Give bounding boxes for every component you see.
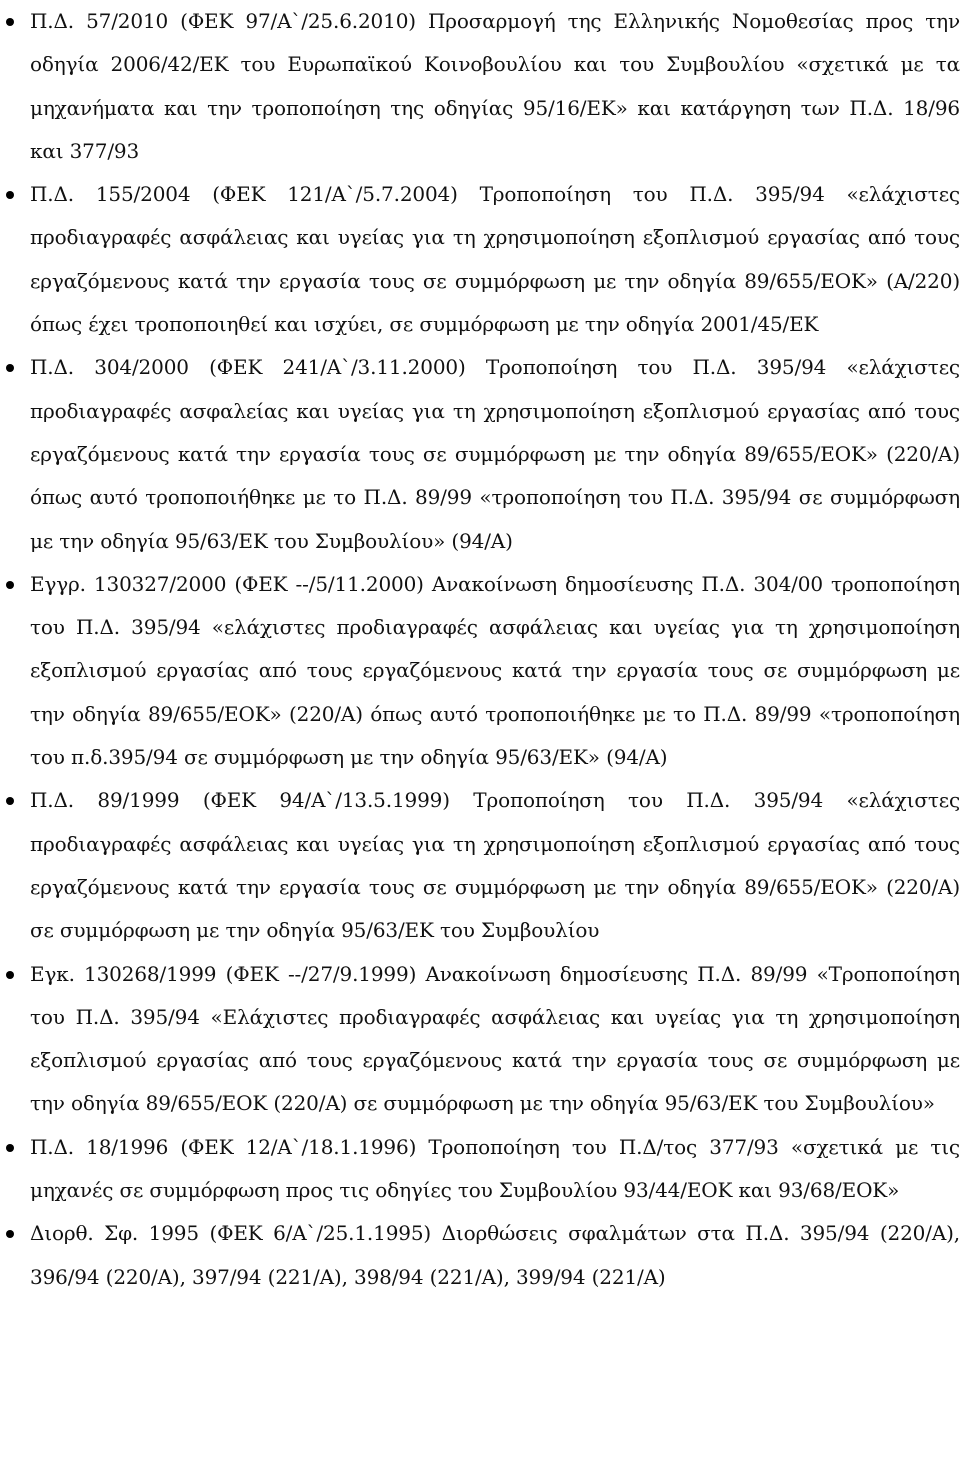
list-item — [0, 0, 960, 173]
list-item-text: Π.Δ. 304/2000 (ΦΕΚ 241/Α`/3.11.2000) Τροποποίηση του Π.Δ. 395/94 «ελάχιστες προδιαγραφές ασφαλείας και υγείας για τη χρησιμοποίηση εξοπλισμού εργασίας από τους εργαζόμενους κατά την εργασία τους σε συμμόρφωση με την οδηγία 89/655/ΕΟΚ» (220/Α) όπως αυτό τροποποιήθηκε με το Π.Δ. 89/99 «τροποποίηση του Π.Δ. 395/94 σε συμμόρφωση με την οδηγία 95/63/ΕΚ του Συμβουλίου» (94/Α) — [30, 355, 960, 553]
list-item — [0, 346, 960, 562]
list-item — [0, 779, 960, 952]
bullet-icon — [6, 971, 14, 979]
list-item — [0, 173, 960, 346]
list-item-text: Εγγρ. 130327/2000 (ΦΕΚ --/5/11.2000) Ανακοίνωση δημοσίευσης Π.Δ. 304/00 τροποποίηση του Π.Δ. 395/94 «ελάχιστες προδιαγραφές ασφάλειας και υγείας για τη χρησιμοποίηση εξοπλισμού εργασίας από τους εργαζόμενους κατά την εργασία τους σε συμμόρφωση με την οδηγία 89/655/ΕΟΚ» (220/Α) όπως αυτό τροποποιήθηκε με το Π.Δ. 89/99 «τροποποίηση του π.δ.395/94 σε συμμόρφωση με την οδηγία 95/63/ΕΚ» (94/Α) — [30, 571, 960, 770]
bullet-icon — [6, 797, 14, 805]
list-item-text: Π.Δ. 57/2010 (ΦΕΚ 97/Α`/25.6.2010) Προσαρμογή της Ελληνικής Νομοθεσίας προς την οδηγία 2006/42/ΕΚ του Ευρωπαϊκού Κοινοβουλίου και του Συμβουλίου «σχετικά με τα μηχανήματα και την τροποποίηση της οδηγίας 95/16/ΕΚ» και κατάργηση των Π.Δ. 18/96 και 377/93 — [30, 9, 960, 163]
list-item-text: Διορθ. Σφ. 1995 (ΦΕΚ 6/Α`/25.1.1995) Διορθώσεις σφαλμάτων στα Π.Δ. 395/94 (220/Α), 396/94 (220/Α), 397/94 (221/Α), 398/94 (221/Α), 399/94 (221/Α) — [30, 1221, 960, 1289]
bullet-icon — [6, 1144, 14, 1152]
list-item-text: Π.Δ. 89/1999 (ΦΕΚ 94/Α`/13.5.1999) Τροποποίηση του Π.Δ. 395/94 «ελάχιστες προδιαγραφές ασφάλειας και υγείας για τη χρησιμοποίηση εξοπλισμού εργασίας από τους εργαζόμενους κατά την εργασία τους σε συμμόρφωση με την οδηγία 89/655/ΕΟΚ» (220/Α) σε συμμόρφωση με την οδηγία 95/63/ΕΚ του Συμβουλίου — [30, 788, 960, 943]
list-item — [0, 953, 960, 1126]
bullet-icon — [6, 364, 14, 372]
list-item-text: Π.Δ. 155/2004 (ΦΕΚ 121/Α`/5.7.2004) Τροποποίηση του Π.Δ. 395/94 «ελάχιστες προδιαγραφές ασφάλειας και υγείας για τη χρησιμοποίηση εξοπλισμού εργασίας από τους εργαζόμενους κατά την εργασία τους σε συμμόρφωση με την οδηγία 89/655/ΕΟΚ» (Α/220) όπως έχει τροποποιηθεί και ισχύει, σε συμμόρφωση με την οδηγία 2001/45/ΕΚ — [30, 182, 960, 337]
bullet-icon — [6, 191, 14, 199]
list-item — [0, 563, 960, 779]
bullet-icon — [6, 1230, 14, 1238]
list-item-text: Εγκ. 130268/1999 (ΦΕΚ --/27/9.1999) Ανακοίνωση δημοσίευσης Π.Δ. 89/99 «Τροποποίηση του Π.Δ. 395/94 «Ελάχιστες προδιαγραφές ασφάλειας και υγείας για τη χρησιμοποίηση εξοπλισμού εργασίας από τους εργαζόμενους κατά την εργασία τους σε συμμόρφωση με την οδηγία 89/655/ΕΟΚ (220/Α) σε συμμόρφωση με την οδηγία 95/63/ΕΚ του Συμβουλίου» — [30, 961, 960, 1116]
list-item — [0, 1212, 960, 1299]
bullet-icon — [6, 18, 14, 26]
list-item-text: Π.Δ. 18/1996 (ΦΕΚ 12/Α`/18.1.1996) Τροποποίηση του Π.Δ/τος 377/93 «σχετικά με τις μηχανές σε συμμόρφωση προς τις οδηγίες του Συμβουλίου 93/44/ΕΟΚ και 93/68/ΕΟΚ» — [30, 1134, 960, 1203]
list-item — [0, 1126, 960, 1213]
bullet-icon — [6, 581, 14, 589]
